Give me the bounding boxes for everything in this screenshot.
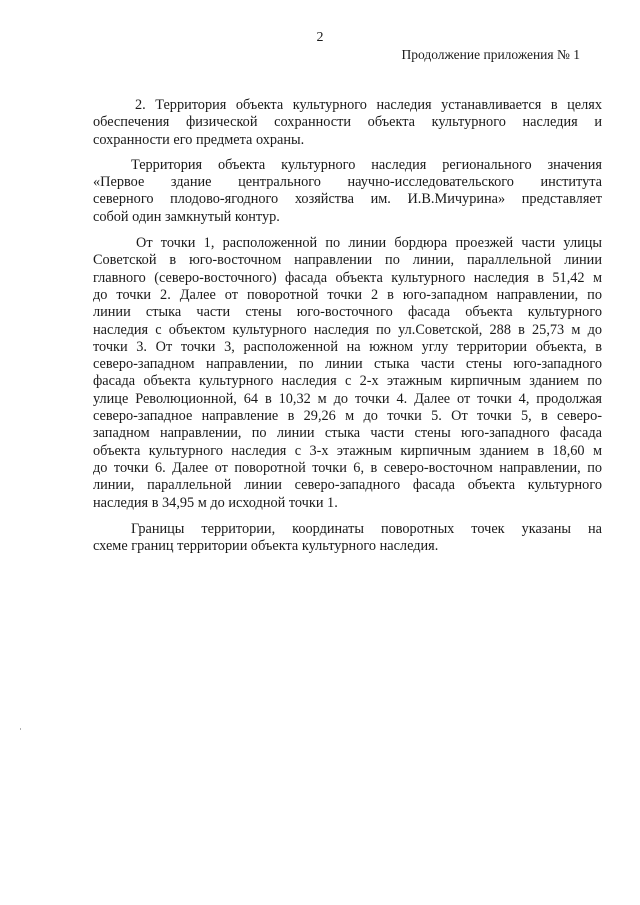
text-line: северо-западном направлении, по линии стыка части стены юго-западного bbox=[93, 356, 602, 373]
text-line: Советской в юго-восточном направлении по линии, параллельной линии bbox=[93, 252, 602, 269]
document-body bbox=[93, 97, 602, 555]
text-line: линии стыка части стены юго-восточного фасада объекта культурного bbox=[93, 304, 602, 321]
appendix-continuation-note: Продолжение приложения № 1 bbox=[401, 47, 580, 62]
text-line: сохранности его предмета охраны. bbox=[93, 131, 305, 148]
paragraph-boundary-scheme-reference bbox=[93, 521, 602, 556]
text-line: «Первое здание центрального научно-исследовательского института bbox=[93, 174, 602, 191]
paragraph-territory-purpose bbox=[93, 97, 602, 149]
scan-margin-mark bbox=[20, 728, 21, 730]
paragraph-boundary-points bbox=[93, 235, 602, 512]
text-line: схеме границ территории объекта культурного наследия. bbox=[93, 538, 439, 555]
text-line: до точки 2. Далее от поворотной точки 2 в юго-западном направлении, по bbox=[93, 286, 602, 303]
text-line: объекта культурного наследия с 3-х этажным кирпичным зданием в 18,60 м bbox=[93, 442, 602, 459]
text-line: 2. Территория объекта культурного наследия устанавливается в целях bbox=[135, 97, 602, 113]
text-line: Территория объекта культурного наследия регионального значения bbox=[131, 156, 602, 173]
text-line: фасада объекта культурного наследия с 2-х этажным кирпичным зданием по bbox=[93, 373, 602, 390]
text-line: От точки 1, расположенной по линии бордюра проезжей части улицы bbox=[136, 235, 602, 252]
text-line: северного плодово-ягодного хозяйства им. И.В.Мичурина» представляет bbox=[93, 191, 602, 208]
paragraph-territory-description bbox=[93, 157, 602, 226]
text-line: обеспечения физической сохранности объекта культурного наследия и bbox=[93, 114, 602, 131]
page-number: 2 bbox=[316, 30, 324, 45]
text-line: главного (северо-восточного) фасада объекта культурного наследия в 51,42 м bbox=[93, 269, 602, 286]
text-line: до точки 6. Далее от поворотной точки 6, в северо-восточном направлении, по bbox=[93, 459, 602, 476]
text-line: Границы территории, координаты поворотных точек указаны на bbox=[131, 520, 602, 537]
text-line: западном направлении, по линии стыка части стены юго-западного фасада bbox=[93, 425, 602, 442]
text-line: линии, параллельной линии северо-западного фасада объекта культурного bbox=[93, 477, 602, 494]
text-line: наследия с объектом культурного наследия по ул.Советской, 288 в 25,73 м до bbox=[93, 321, 602, 338]
text-line: точки 3. От точки 3, расположенной на южном углу территории объекта, в bbox=[93, 338, 602, 355]
text-line: северо-западное направление в 29,26 м до точки 5. От точки 5, в северо- bbox=[93, 408, 602, 425]
text-line: собой один замкнутый контур. bbox=[93, 208, 280, 225]
text-line: наследия в 34,95 м до исходной точки 1. bbox=[93, 494, 338, 511]
text-line: улице Революционной, 64 в 10,32 м до точки 4. Далее от точки 4, продолжая bbox=[93, 390, 602, 407]
